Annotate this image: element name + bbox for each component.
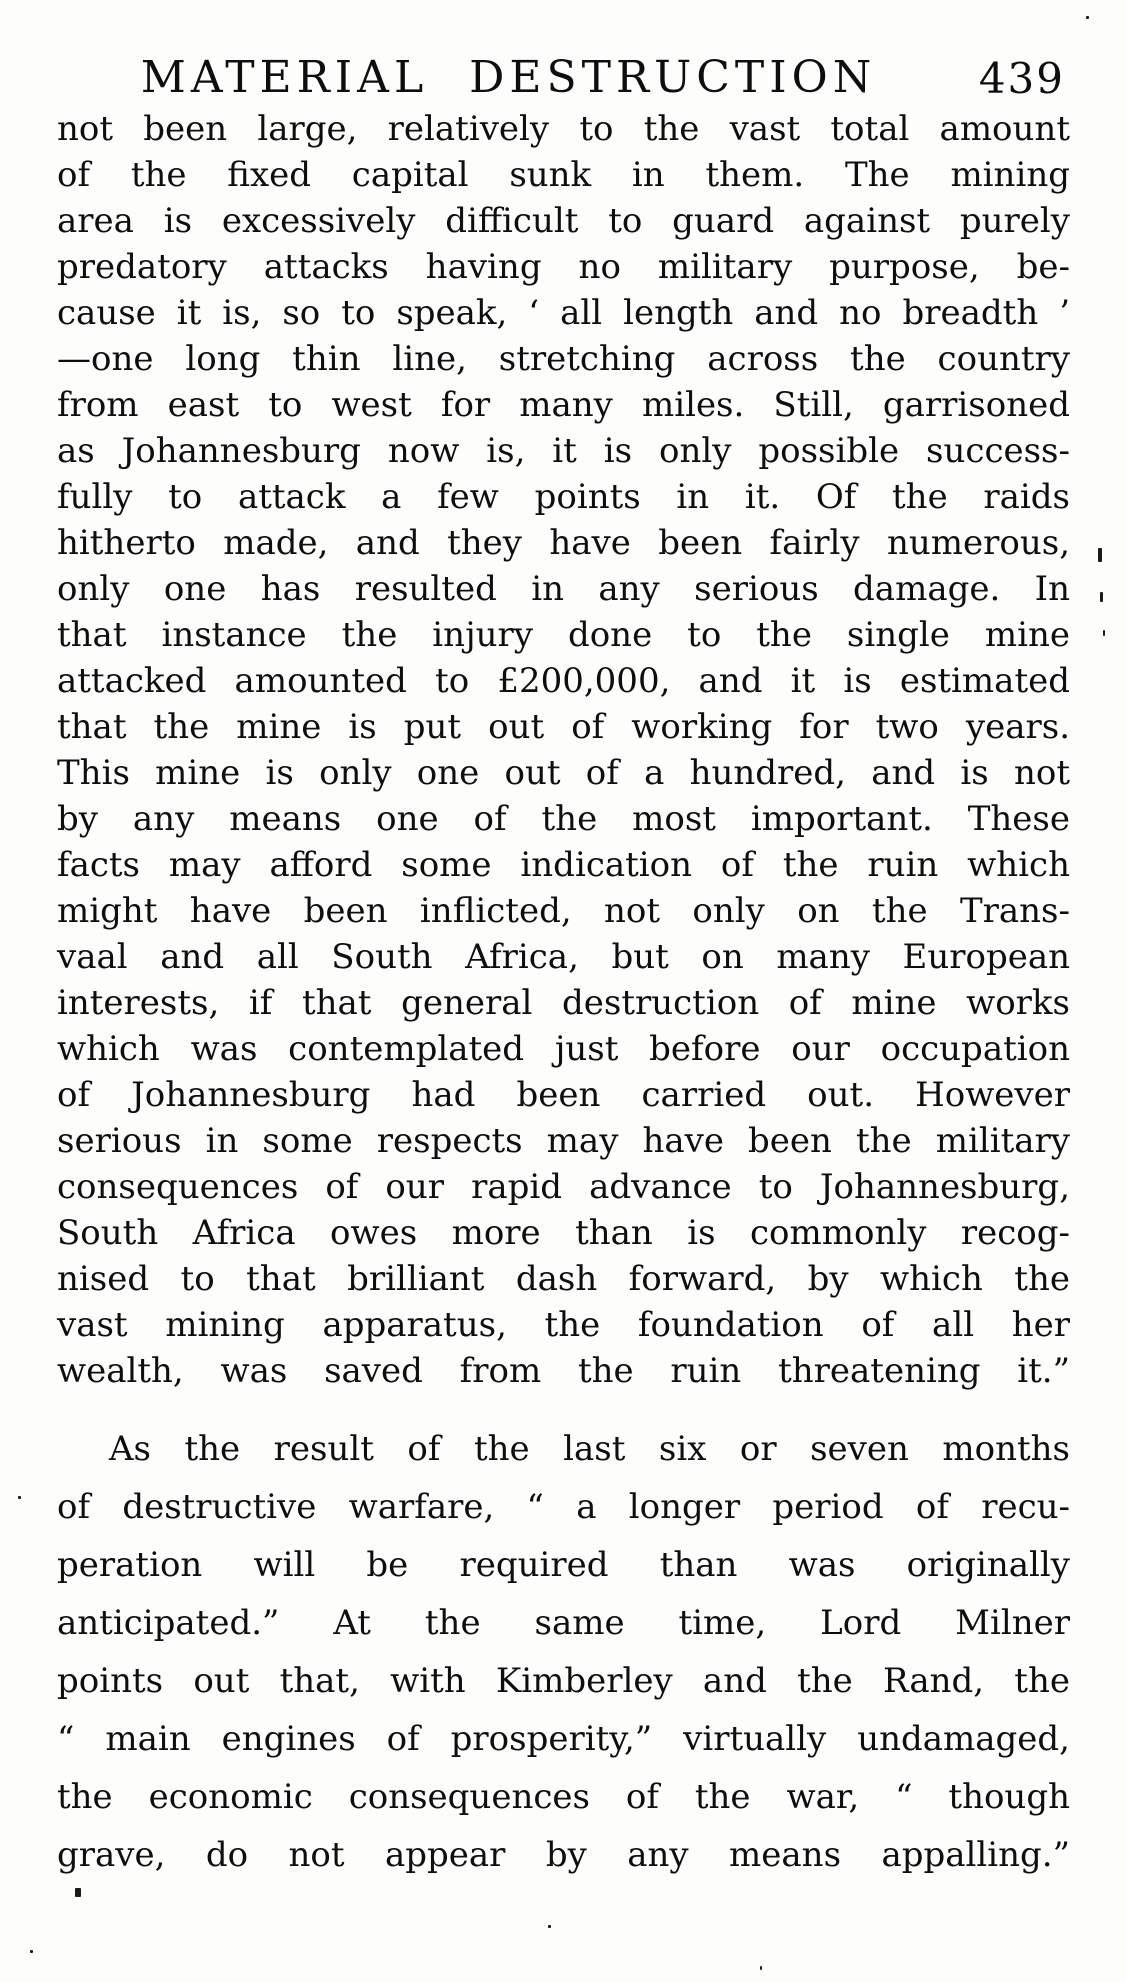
text-line: consequences of our rapid advance to Johannesburg, (57, 1167, 1070, 1207)
text-line: only one has resulted in any serious damage. In (57, 569, 1070, 609)
text-line: South Africa owes more than is commonly recog- (57, 1213, 1070, 1253)
scan-speck (30, 1950, 33, 1953)
text-line: interests, if that general destruction of mine works (57, 983, 1070, 1023)
text-line: anticipated.” At the same time, Lord Milner (57, 1603, 1070, 1643)
text-line: nised to that brilliant dash forward, by which the (57, 1259, 1070, 1299)
text-line: peration will be required than was originally (57, 1545, 1070, 1585)
text-line: from east to west for many miles. Still, garrisoned (57, 385, 1070, 425)
text-line: —one long thin line, stretching across the country (57, 339, 1070, 379)
text-line: hitherto made, and they have been fairly numerous, (57, 523, 1070, 563)
text-line: predatory attacks having no military purpose, be- (57, 247, 1070, 287)
text-line: serious in some respects may have been the military (57, 1121, 1070, 1161)
text-line: as Johannesburg now is, it is only possible success- (57, 431, 1070, 471)
text-line: fully to attack a few points in it. Of the raids (57, 477, 1070, 517)
text-line: that instance the injury done to the single mine (57, 615, 1070, 655)
text-line: area is excessively difficult to guard against purely (57, 201, 1070, 241)
text-line: As the result of the last six or seven months (109, 1429, 1070, 1469)
text-line: of destructive warfare, “ a longer period of recu- (57, 1487, 1070, 1527)
text-line: facts may afford some indication of the ruin which (57, 845, 1070, 885)
text-block (57, 106, 1070, 1884)
text-line: not been large, relatively to the vast total amount (57, 109, 1070, 149)
text-line: the economic consequences of the war, “ though (57, 1777, 1070, 1817)
text-line: cause it is, so to speak, ‘ all length and no breadth ’ (57, 293, 1070, 333)
scan-speck (1086, 16, 1089, 19)
text-line: vast mining apparatus, the foundation of all her (57, 1305, 1070, 1345)
text-line: grave, do not appear by any means appalling.” (57, 1835, 1070, 1875)
scan-speck (1100, 592, 1103, 602)
text-line: of Johannesburg had been carried out. However (57, 1075, 1070, 1115)
text-line: which was contemplated just before our occupation (57, 1029, 1070, 1069)
paragraph (57, 1420, 1070, 1884)
scan-speck (18, 1496, 21, 1499)
text-line: vaal and all South Africa, but on many European (57, 937, 1070, 977)
scan-speck (548, 1925, 551, 1928)
scan-speck (760, 1966, 762, 1970)
scan-speck (1098, 548, 1102, 562)
text-line: This mine is only one out of a hundred, and is not (57, 753, 1070, 793)
page-number: 439 (978, 54, 1065, 103)
text-line: points out that, with Kimberley and the Rand, the (57, 1661, 1070, 1701)
text-line: “ main engines of prosperity,” virtually undamaged, (57, 1719, 1070, 1759)
scan-speck (75, 1888, 81, 1897)
running-head (0, 52, 1127, 108)
paragraph (57, 106, 1070, 1394)
text-line: of the fixed capital sunk in them. The mining (57, 155, 1070, 195)
text-line: attacked amounted to £200,000, and it is estimated (57, 661, 1070, 701)
page-title: MATERIAL DESTRUCTION (140, 52, 877, 103)
text-line: might have been inflicted, not only on the Trans- (57, 891, 1070, 931)
text-line: wealth, was saved from the ruin threatening it.” (57, 1351, 1070, 1391)
text-line: by any means one of the most important. These (57, 799, 1070, 839)
scan-speck (1103, 630, 1105, 636)
text-line: that the mine is put out of working for two years. (57, 707, 1070, 747)
